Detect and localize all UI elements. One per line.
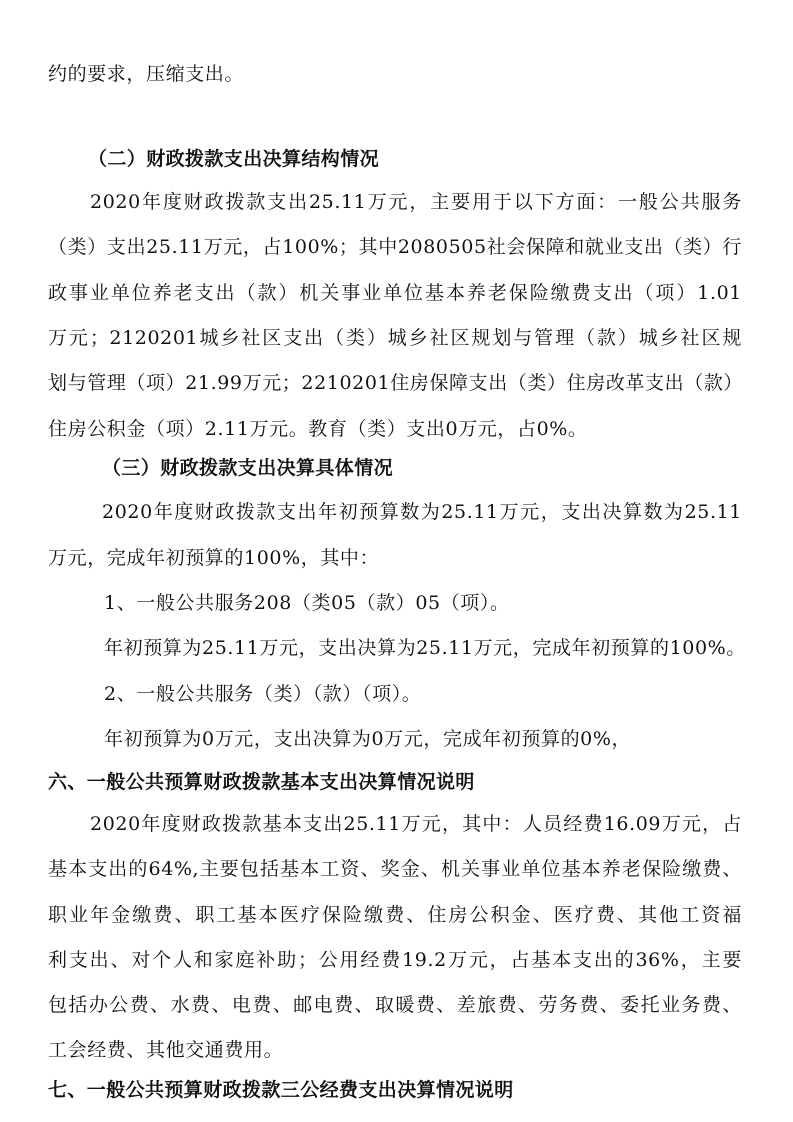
list-item: 1、一般公共服务208（类05（款）05（项）。: [104, 592, 510, 614]
paragraph-line: 2020年度财政拨款基本支出25.11万元，其中：人员经费16.09万元，占: [90, 813, 742, 835]
paragraph-line: 年初预算为0万元，支出决算为0万元，完成年初预算的0%，: [104, 728, 632, 750]
section-heading-6: 六、一般公共预算财政拨款基本支出决算情况说明: [48, 771, 475, 793]
paragraph-line: 基本支出的64%,主要包括基本工资、奖金、机关事业单位基本养老保险缴费、: [48, 858, 742, 880]
paragraph-line: 2020年度财政拨款支出年初预算数为25.11万元，支出决算数为25.11: [102, 501, 742, 523]
paragraph-line: 约的要求，压缩支出。: [48, 63, 245, 85]
section-heading-7: 七、一般公共预算财政拨款三公经费支出决算情况说明: [48, 1079, 514, 1101]
paragraph-line: 利支出、对个人和家庭补助；公用经费19.2万元，占基本支出的36%，主要: [48, 949, 742, 971]
section-heading-2: （二）财政拨款支出决算结构情况: [88, 148, 380, 170]
paragraph-line: （类）支出25.11万元，占100%；其中2080505社会保障和就业支出（类）行: [48, 236, 742, 258]
list-item: 2、一般公共服务（类）（款）（项）。: [104, 683, 422, 705]
paragraph-line: 包括办公费、水费、电费、邮电费、取暖费、差旅费、劳务费、委托业务费、: [48, 994, 742, 1016]
paragraph-line: 万元，完成年初预算的100%，其中：: [48, 547, 380, 569]
paragraph-line: 工会经费、其他交通费用。: [48, 1039, 284, 1061]
paragraph-line: 划与管理（项）21.99万元；2210201住房保障支出（类）住房改革支出（款）: [48, 372, 744, 394]
paragraph-line: 万元；2120201城乡社区支出（类）城乡社区规划与管理（款）城乡社区规: [48, 327, 742, 349]
paragraph-line: 2020年度财政拨款支出25.11万元，主要用于以下方面：一般公共服务: [90, 191, 742, 213]
paragraph-line: 住房公积金（项）2.11万元。教育（类）支出0万元，占0%。: [48, 418, 588, 440]
paragraph-line: 职业年金缴费、职工基本医疗保险缴费、住房公积金、医疗费、其他工资福: [48, 904, 742, 926]
paragraph-line: 政事业单位养老支出（款）机关事业单位基本养老保险缴费支出（项）1.01: [48, 282, 742, 304]
paragraph-line: 年初预算为25.11万元，支出决算为25.11万元，完成年初预算的100%。: [104, 637, 746, 659]
section-heading-3: （三）财政拨款支出决算具体情况: [102, 457, 394, 479]
